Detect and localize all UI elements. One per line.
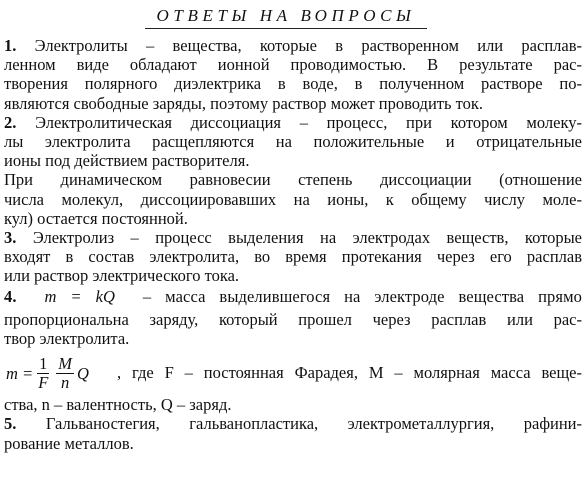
answer-3 — [4, 228, 582, 286]
answer-4-after-formula: ства, n – валентность, Q – заряд. — [4, 395, 232, 415]
answer-4 — [4, 287, 582, 415]
fraction-m-over-n — [56, 355, 74, 392]
answer-4-number: 4. — [4, 286, 17, 306]
fraction-numerator: 1 — [39, 353, 48, 373]
formula-q: Q — [77, 363, 89, 383]
formula-m-equals-kq: m = kQ — [44, 286, 116, 306]
answer-3-number: 3. — [4, 228, 17, 248]
answer-4-line-3: твор электролита. — [4, 329, 130, 349]
answer-4-line-1: 4. m = kQ – масса выделившегося на электроде вещества прямо — [4, 286, 582, 306]
answer-2-extra-line-1: При динамическом равновесии степень диссоциации (отношение — [4, 170, 582, 190]
answer-2 — [4, 113, 582, 228]
answer-5-number: 5. — [4, 414, 17, 434]
title-underline — [145, 28, 427, 29]
answer-1-line-4: являются свободные заряды, поэтому раствор может проводить ток. — [4, 93, 484, 113]
answer-2-number: 2. — [4, 112, 17, 132]
answer-3-line-3: или раствор электрического тока. — [4, 266, 240, 286]
fraction-denominator: n — [61, 372, 70, 392]
answer-5-line-2: рование металлов. — [4, 433, 134, 453]
answer-4-line-2: пропорциональна заряду, который прошел через расплав или рас- — [4, 309, 582, 329]
answers-body — [4, 36, 582, 453]
answer-1-line-1: 1. Электролиты – вещества, которые в растворенном или расплав- — [4, 36, 582, 55]
page-title: ОТВЕТЫ НА ВОПРОСЫ — [156, 6, 416, 25]
faraday-formula-row — [4, 351, 582, 395]
answer-3-line-2: входят в состав электролита, во время протекания через его расплав — [4, 247, 582, 267]
answer-1-line-2: ленном виде обладают ионной проводимостью. В результате рас- — [4, 55, 582, 75]
formula-explanation: , где F – постоянная Фарадея, M – молярная масса веще- — [117, 363, 582, 383]
answer-1-number: 1. — [4, 36, 17, 55]
formula-lhs: m = — [6, 363, 34, 383]
faraday-formula — [6, 351, 89, 395]
fraction-one-over-f — [36, 355, 50, 392]
fraction-numerator: M — [58, 353, 73, 373]
answer-1-line-3: творения полярного диэлектрика в воде, в полученном растворе по- — [4, 74, 582, 94]
answer-2-line-1: 2. Электролитическая диссоциация – процесс, при котором молеку- — [4, 112, 582, 132]
answer-2-line-3: ионы под действием растворителя. — [4, 151, 250, 171]
answer-3-line-1: 3. Электролиз – процесс выделения на электродах веществ, которые — [4, 228, 582, 248]
answer-2-extra-line-2: числа молекул, диссоциировавших на ионы, к общему числу моле- — [4, 189, 582, 209]
answer-5-line-1: 5. Гальваностегия, гальванопластика, электрометаллургия, рафини- — [4, 414, 583, 434]
answer-1 — [4, 36, 582, 113]
header — [145, 6, 427, 29]
answer-2-extra-line-3: кул) остается постоянной. — [4, 208, 188, 228]
fraction-denominator: F — [38, 372, 49, 392]
answer-5 — [4, 414, 582, 452]
answer-2-line-2: лы электролита расщепляются на положительные и отрицательные — [4, 132, 582, 152]
